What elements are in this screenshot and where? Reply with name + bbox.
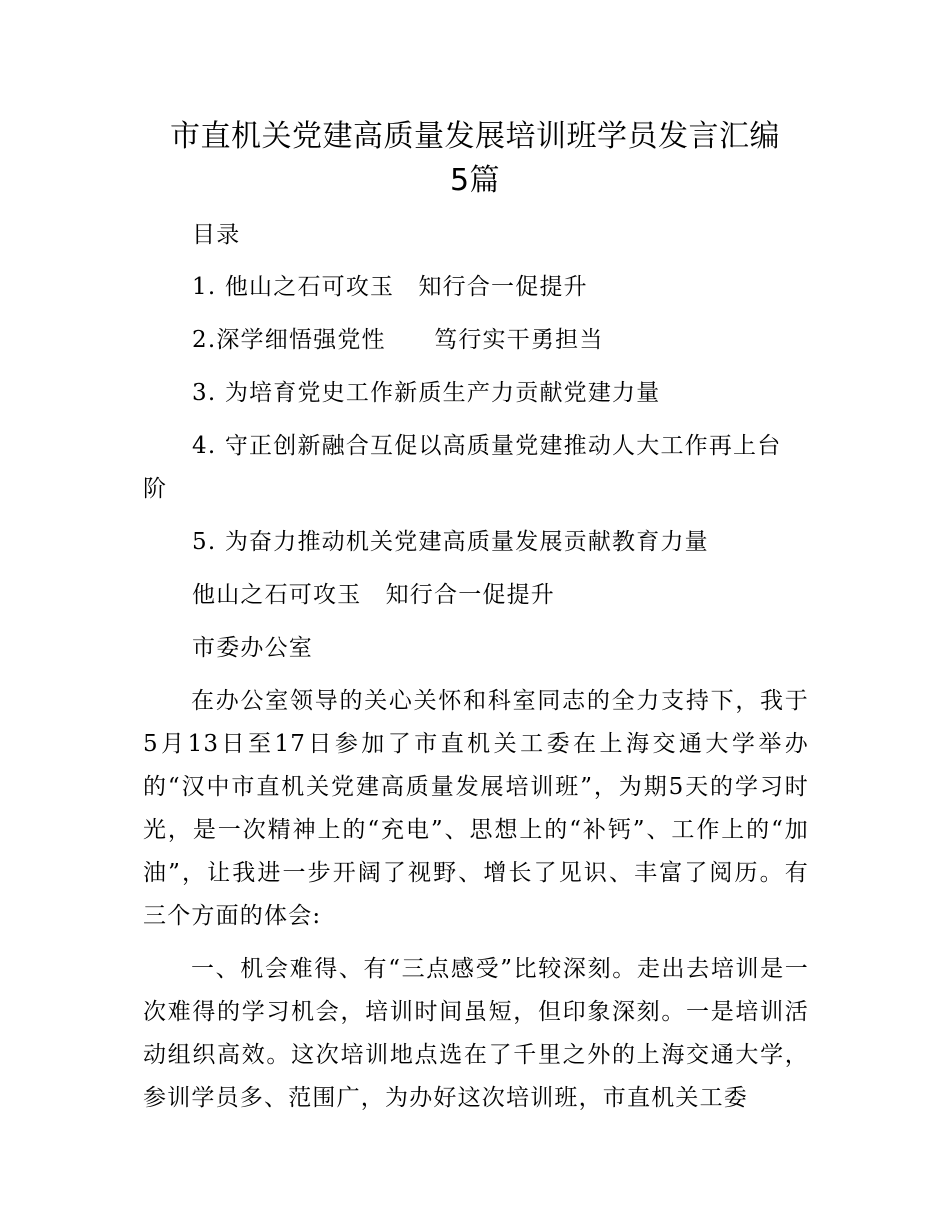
document-title-line1: 市直机关党建高质量发展培训班学员发言汇编	[170, 119, 780, 154]
toc-item-1: 1. 他山之石可攻玉 知行合一促提升	[192, 274, 588, 300]
article-title: 他山之石可攻玉 知行合一促提升	[192, 582, 555, 608]
toc-item-5: 5. 为奋力推动机关党建高质量发展贡献教育力量	[192, 529, 709, 555]
body-paragraph-2: 一、机会难得、有“三点感受”比较深刻。走出去培训是一次难得的学习机会，培训时间虽短，但印象深刻。一是培训活动组织高效。这次培训地点选在了千里之外的上海交通大学，参训学员多、范围广，为办好这次培训班，市直机关工委	[143, 956, 809, 1111]
toc-item-4: 4. 守正创新融合互促以高质量党建推动人大工作再上台	[192, 433, 782, 459]
toc-item-3: 3. 为培育党史工作新质生产力贡献党建力量	[192, 380, 661, 406]
toc-item-2: 2.深学细悟强党性 笃行实干勇担当	[192, 327, 604, 353]
body-paragraph-1: 在办公室领导的关心关怀和科室同志的全力支持下，我于5月13日至17日参加了市直机关工委在上海交通大学举办的“汉中市直机关党建高质量发展培训班”，为期5天的学习时光，是一次精神上的“充电”、思想上的“补钙”、工作上的“加油”，让我进一步开阔了视野、增长了见识、丰富了阅历。有三个方面的体会:	[143, 688, 809, 929]
toc-item-4-continued: 阶	[143, 476, 168, 502]
document-title-line2: 5篇	[449, 163, 501, 198]
toc-heading: 目录	[192, 222, 241, 248]
article-author: 市委办公室	[192, 635, 313, 661]
